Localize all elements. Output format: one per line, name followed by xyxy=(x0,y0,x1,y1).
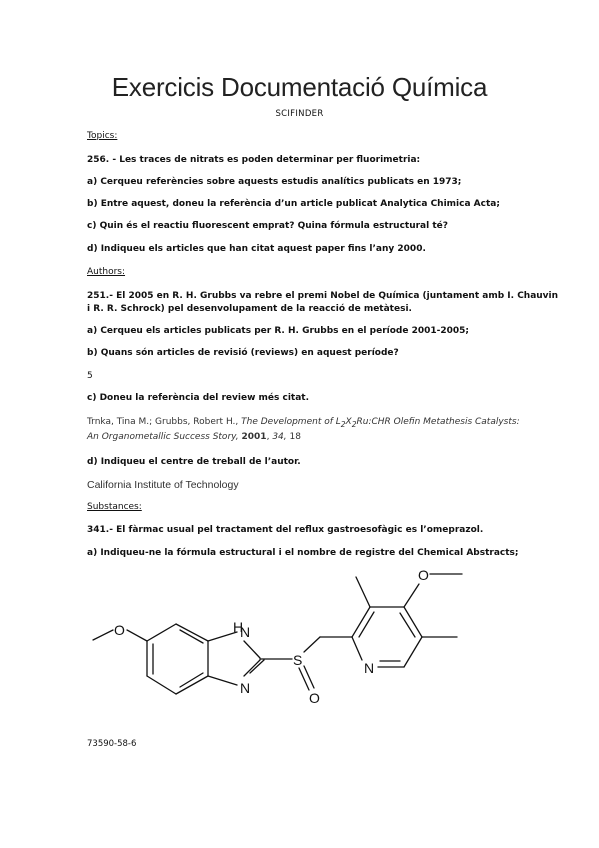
page-subtitle: SCIFINDER xyxy=(275,109,324,119)
reference-year: 2001 xyxy=(241,432,267,442)
page-title: Exercicis Documentació Química xyxy=(111,72,488,102)
topics-heading: Topics: xyxy=(87,131,118,141)
reference-title-part: Ru:CHR Olefin Metathesis Catalysts: xyxy=(356,417,520,427)
question-251-b: b) Quans són articles de revisió (reviews) en aquest període? xyxy=(87,348,399,358)
atom-nitrogen-top: N xyxy=(240,624,251,640)
question-256-d: d) Indiqueu els articles que han citat aquest paper fins l’any 2000. xyxy=(87,244,426,254)
reference-page: 18 xyxy=(289,432,301,442)
atom-nitrogen-pyridine: N xyxy=(364,660,375,676)
question-256-b: b) Entre aquest, doneu la referència d’un article publicat Analytica Chimica Acta; xyxy=(87,199,500,209)
atom-oxygen-methoxy-left: O xyxy=(114,622,125,638)
question-251-a: a) Cerqueu els articles publicats per R. H. Grubbs en el període 2001-2005; xyxy=(87,326,470,336)
question-256: 256. - Les traces de nitrats es poden determinar per fluorimetria: xyxy=(87,155,421,165)
reference-volume: 34, xyxy=(272,432,287,442)
atom-nitrogen-bottom: N xyxy=(240,680,251,696)
substances-heading: Substances: xyxy=(87,502,142,512)
cas-registry-number: 73590-58-6 xyxy=(87,739,137,749)
question-256-c: c) Quin és el reactiu fluorescent emprat? Quina fórmula estructural té? xyxy=(87,221,448,231)
reference-title-line2: An Organometallic Success Story, xyxy=(87,432,239,442)
atom-sulfur: S xyxy=(293,652,303,668)
question-251-d: d) Indiqueu el centre de treball de l’autor. xyxy=(87,457,301,467)
question-251-c: c) Doneu la referència del review més citat. xyxy=(87,393,310,403)
answer-251-b: 5 xyxy=(87,371,93,381)
reference-title-part: The Development of L xyxy=(241,417,341,427)
authors-heading: Authors: xyxy=(87,267,126,277)
question-341: 341.- El fàrmac usual pel tractament del reflux gastroesofàgic es l’omeprazol. xyxy=(87,525,484,535)
atom-oxygen-methoxy-right: O xyxy=(418,567,429,583)
review-reference-line2: An Organometallic Success Story, 2001, 34, 18 xyxy=(87,432,301,442)
atom-hydrogen-label: H xyxy=(233,619,244,635)
reference-subscript: 2 xyxy=(340,419,346,429)
reference-title-part: X xyxy=(345,417,352,427)
answer-251-d: California Institute of Technology xyxy=(87,479,239,491)
question-341-a: a) Indiqueu-ne la fórmula estructural i el nombre de registre del Chemical Abstracts; xyxy=(87,548,519,558)
question-256-a: a) Cerqueu referències sobre aquests estudis analítics publicats en 1973; xyxy=(87,177,462,187)
reference-subscript: 2 xyxy=(351,419,357,429)
reference-authors: Trnka, Tina M.; Grubbs, Robert H., xyxy=(87,417,239,427)
question-251-line2: i R. R. Schrock) pel desenvolupament de la reacció de metàtesi. xyxy=(87,304,412,314)
question-251-line1: 251.- El 2005 en R. H. Grubbs va rebre el premi Nobel de Química (juntament amb I. Chauvin xyxy=(87,291,559,301)
atom-oxygen-sulfoxide: O xyxy=(309,690,320,706)
